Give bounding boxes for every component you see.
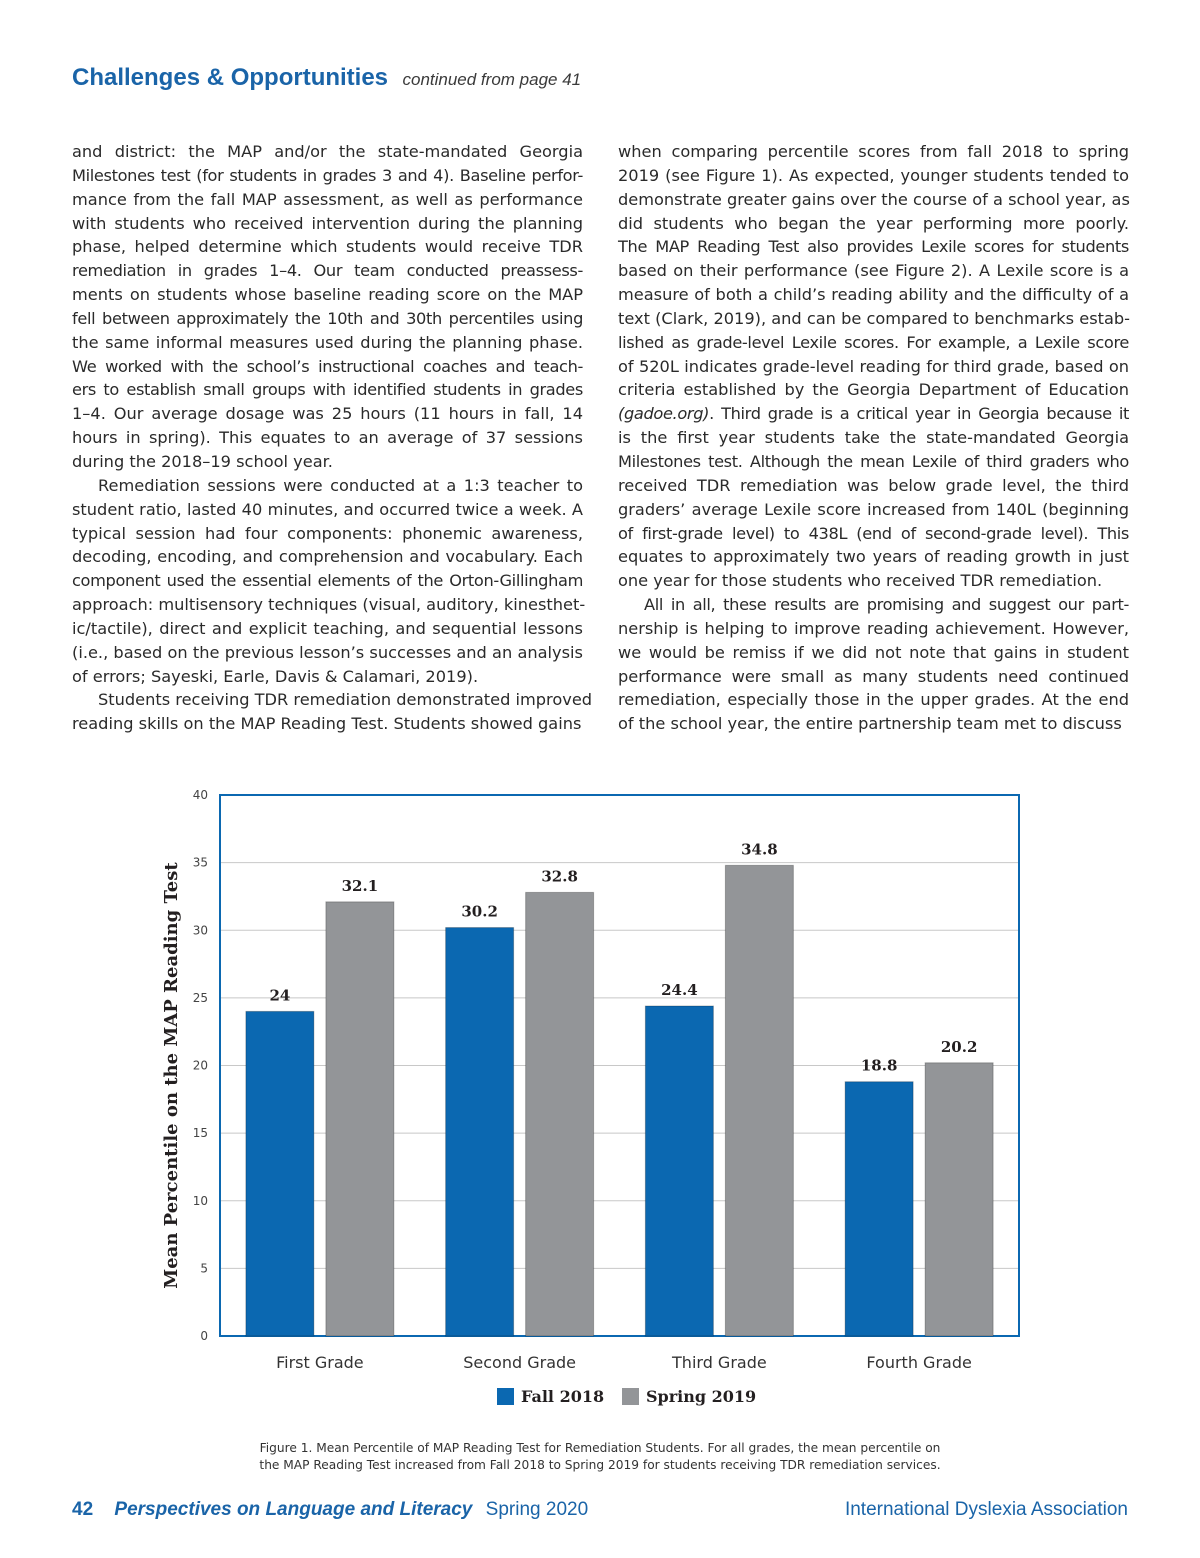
legend-swatch — [497, 1388, 514, 1405]
issue-label: Spring 2020 — [485, 1499, 589, 1520]
left-text-line: Remediation sessions were conducted at a 1:3 teacher to — [98, 475, 583, 495]
bar-spring-2019 — [326, 902, 394, 1336]
left-text-line: reading skills on the MAP Reading Test. Students showed gains — [72, 714, 582, 734]
caption-line-1: Figure 1. Mean Percentile of MAP Reading Test for Remediation Students. For all grades, the mean percentile on — [259, 1441, 941, 1455]
left-text-line: We worked with the school’s instructional coaches and teach- — [72, 356, 583, 376]
left-text-line: ic/tactile), direct and explicit teaching, and sequential lessons — [72, 618, 583, 638]
right-text-line: one year for those students who received TDR remediation. — [618, 571, 1103, 591]
right-text-line: (gadoe.org). Third grade is a critical year in Georgia because it — [618, 404, 1129, 424]
continued-note: continued from page 41 — [402, 70, 582, 89]
bar-spring-2019 — [526, 892, 594, 1336]
right-text-line: is the first year students take the state-mandated Georgia — [618, 428, 1129, 448]
data-label: 30.2 — [461, 902, 498, 921]
right-text-line: of the school year, the entire partnership team met to discuss — [618, 714, 1122, 734]
right-text-line: based on their performance (see Figure 2). A Lexile score is a — [618, 261, 1129, 281]
data-label: 32.8 — [541, 867, 578, 886]
data-label: 24.4 — [661, 980, 698, 999]
left-text-line: student ratio, lasted 40 minutes, and occurred twice a week. A — [72, 499, 583, 519]
y-tick-label: 0 — [200, 1329, 208, 1343]
left-text-line: mance from the fall MAP assessment, as well as performance — [72, 189, 583, 209]
left-text-line: during the 2018–19 school year. — [72, 451, 333, 471]
left-text-line: approach: multisensory techniques (visual, auditory, kinesthet- — [72, 595, 586, 615]
y-tick-label: 10 — [192, 1193, 208, 1208]
bar-fall-2018 — [446, 928, 514, 1336]
section-title: Challenges & Opportunities — [72, 64, 389, 91]
left-text-line: with students who received intervention during the planning — [72, 213, 583, 233]
caption-line-2: the MAP Reading Test increased from Fall 2018 to Spring 2019 for students receiving TDR remediation services. — [259, 1458, 941, 1472]
left-text-line: ers to establish small groups with identified students in grades — [72, 380, 583, 400]
category-label: Fourth Grade — [866, 1353, 972, 1372]
right-text-line: we would be remiss if we did not note that gains in student — [618, 642, 1129, 662]
right-text-line: graders’ average Lexile score increased from 140L (beginning — [618, 499, 1129, 519]
right-text-line: The MAP Reading Test also provides Lexile scores for students — [618, 237, 1129, 257]
y-tick-label: 35 — [192, 855, 208, 870]
y-tick-label: 20 — [192, 1058, 208, 1073]
right-text-line: equates to approximately two years of reading growth in just — [618, 547, 1129, 567]
left-text-line: fell between approximately the 10th and 30th percentiles using — [72, 308, 583, 328]
data-label: 32.1 — [341, 876, 379, 895]
bar-fall-2018 — [645, 1006, 713, 1336]
left-text-line: of errors; Sayeski, Earle, Davis & Calamari, 2019). — [72, 666, 479, 686]
right-text-line: nership is helping to improve reading achievement. However, — [618, 618, 1129, 638]
right-text-line: of 520L indicates grade-level reading for third grade, based on — [618, 356, 1129, 376]
legend-label: Fall 2018 — [521, 1387, 605, 1406]
right-text-line: measure of both a child’s reading ability and the difficulty of a — [618, 285, 1129, 305]
category-label: Third Grade — [672, 1353, 767, 1372]
page-number: 42 — [72, 1499, 94, 1520]
left-text-line: typical session had four components: phonemic awareness, — [72, 523, 583, 543]
y-tick-label: 40 — [192, 788, 208, 802]
figure-caption — [150, 1440, 1050, 1474]
data-label: 34.8 — [741, 840, 778, 859]
right-text-line: did students who began the year performing more poorly. — [618, 213, 1129, 233]
left-text-line: Students receiving TDR remediation demonstrated improved — [98, 690, 593, 710]
left-text-line: 1–4. Our average dosage was 25 hours (11 hours in fall, 14 — [72, 404, 583, 424]
bar-fall-2018 — [845, 1082, 913, 1336]
right-column — [618, 140, 1129, 736]
right-text-line: criteria established by the Georgia Department of Education — [618, 380, 1129, 400]
page-header — [72, 64, 581, 92]
left-text-line: Milestones test (for students in grades 3 and 4). Baseline perfor- — [72, 165, 583, 185]
y-tick-label: 25 — [192, 990, 208, 1005]
right-text-line: Milestones test. Although the mean Lexile of third graders who — [618, 451, 1129, 471]
left-text-line: hours in spring). This equates to an average of 37 sessions — [72, 428, 583, 448]
right-text-line: All in all, these results are promising and suggest our part- — [644, 595, 1129, 615]
left-text-line: the same informal measures used during the planning phase. — [72, 332, 583, 352]
left-text-line: ments on students whose baseline reading score on the MAP — [72, 285, 583, 305]
data-label: 24 — [269, 986, 291, 1005]
right-text-line: demonstrate greater gains over the course of a school year, as — [618, 189, 1130, 209]
left-column — [72, 140, 593, 736]
left-text-line: remediation in grades 1–4. Our team conducted preassess- — [72, 261, 583, 281]
bar-chart — [150, 780, 1050, 1430]
left-text-line: phase, helped determine which students would receive TDR — [72, 237, 583, 257]
bar-fall-2018 — [246, 1011, 314, 1336]
right-text-line: when comparing percentile scores from fall 2018 to spring — [618, 142, 1129, 161]
bar-spring-2019 — [725, 865, 793, 1336]
right-text-line: 2019 (see Figure 1). As expected, younger students tended to — [618, 165, 1129, 185]
category-label: First Grade — [276, 1353, 364, 1372]
legend-swatch — [622, 1388, 639, 1405]
right-text-line: text (Clark, 2019), and can be compared to benchmarks estab- — [618, 308, 1131, 328]
data-label: 20.2 — [940, 1037, 978, 1056]
y-axis-title: Mean Percentile on the MAP Reading Test — [161, 862, 182, 1289]
publication-title: Perspectives on Language and Literacy — [114, 1499, 473, 1520]
category-label: Second Grade — [463, 1353, 576, 1372]
right-text-line: of first-grade level) to 438L (end of second-grade level). This — [618, 523, 1129, 543]
y-tick-label: 30 — [192, 923, 208, 938]
legend-label: Spring 2019 — [646, 1387, 757, 1406]
right-text-line: received TDR remediation was below grade level, the third — [618, 475, 1129, 495]
left-text-line: decoding, encoding, and comprehension and vocabulary. Each — [72, 547, 583, 567]
y-tick-label: 15 — [192, 1126, 208, 1141]
data-label: 18.8 — [860, 1056, 898, 1075]
bar-spring-2019 — [925, 1063, 993, 1336]
organization-name: International Dyslexia Association — [844, 1499, 1128, 1520]
right-text-line: lished as grade-level Lexile scores. For example, a Lexile score — [618, 332, 1129, 352]
left-text-line: (i.e., based on the previous lesson’s successes and an analysis — [72, 642, 583, 662]
right-text-line: performance were small as many students need continued — [618, 666, 1129, 686]
left-text-line: component used the essential elements of the Orton-Gillingham — [72, 571, 583, 591]
right-text-line: remediation, especially those in the upper grades. At the end — [618, 690, 1129, 710]
page-footer — [72, 1499, 1128, 1527]
y-tick-label: 5 — [200, 1261, 208, 1276]
left-text-line: and district: the MAP and/or the state-mandated Georgia — [72, 142, 583, 161]
